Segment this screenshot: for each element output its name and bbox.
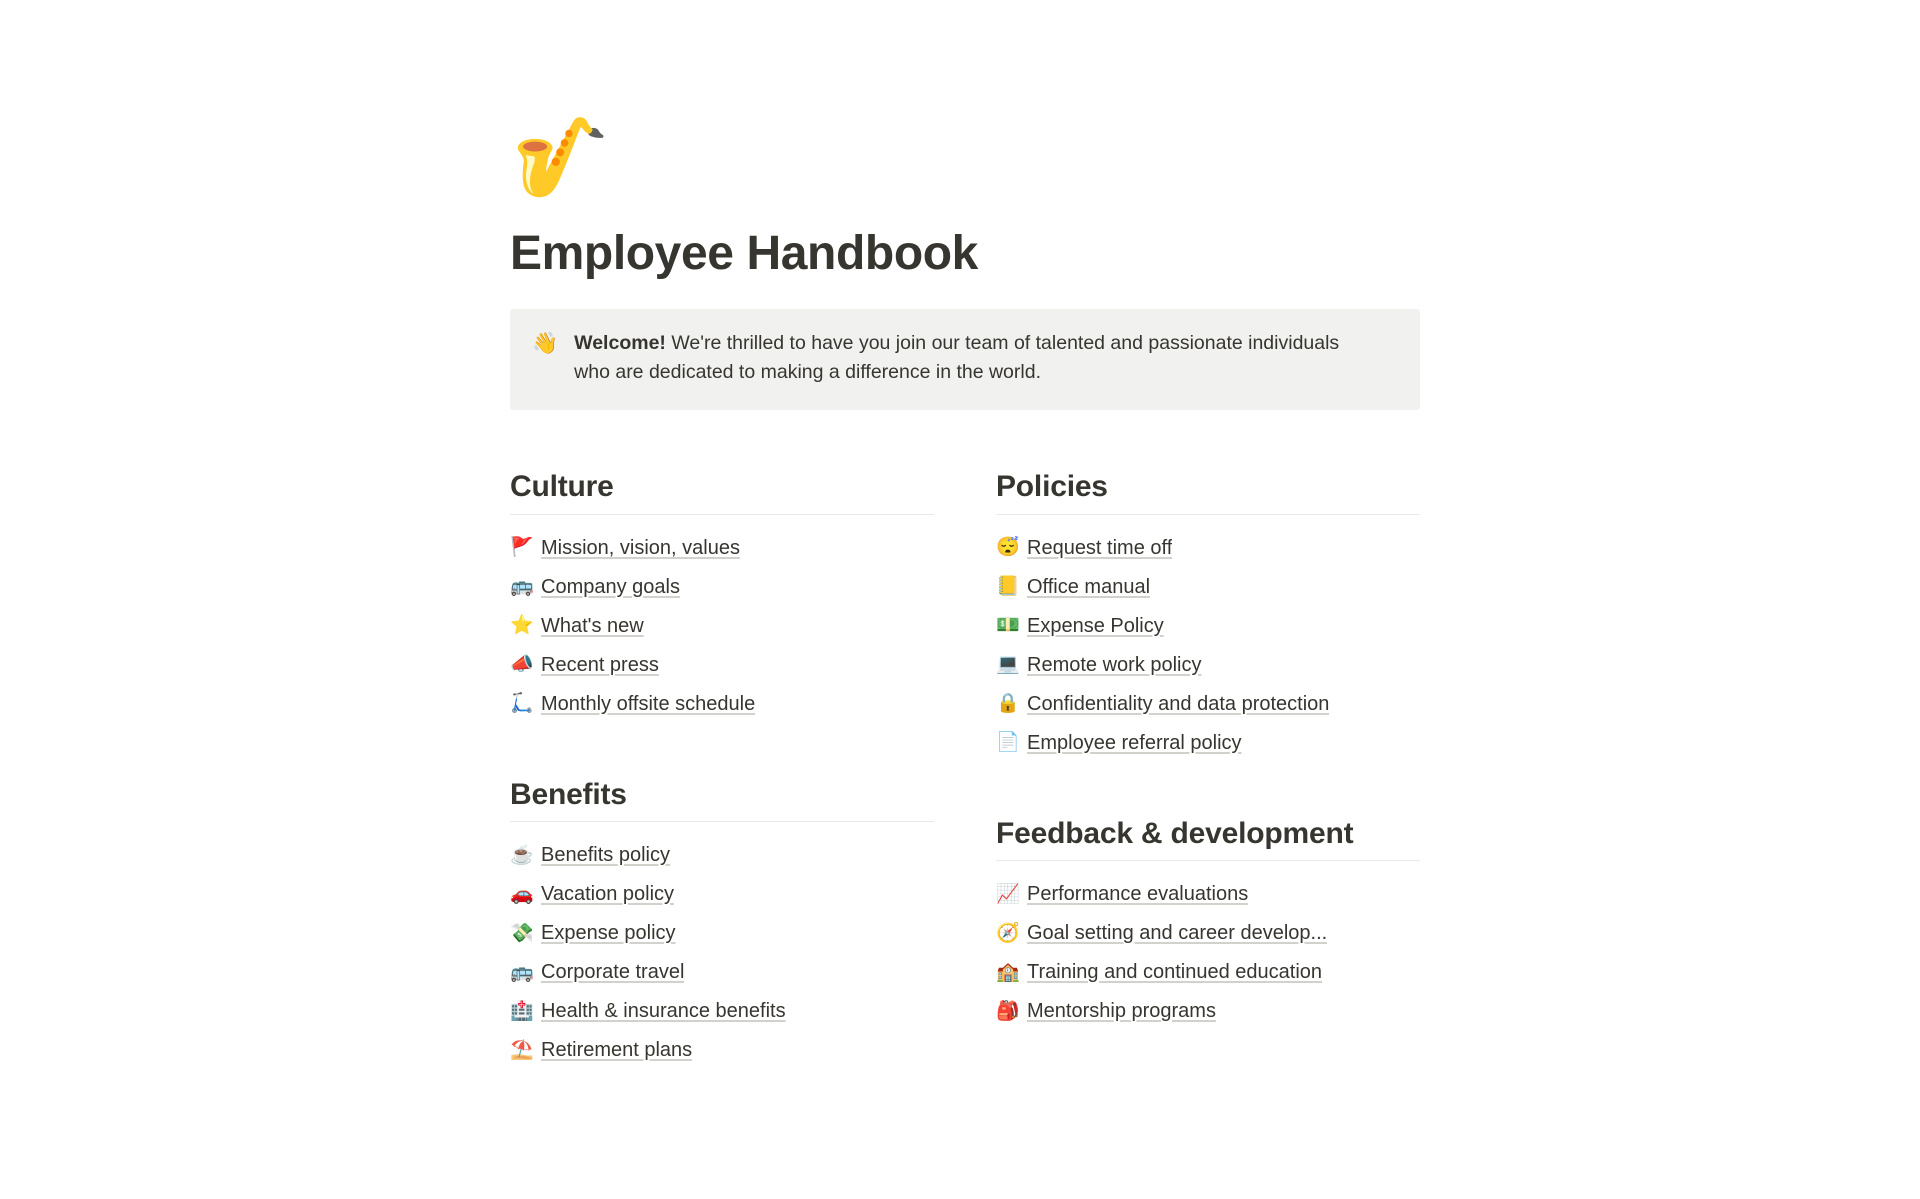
list-item-label[interactable]: Benefits policy — [541, 844, 670, 867]
list-item[interactable] — [510, 568, 934, 607]
divider-feedback — [996, 860, 1420, 861]
list-item-label[interactable]: Training and continued education — [1027, 961, 1323, 984]
link-list-policies — [996, 529, 1420, 763]
notebook-icon: 📒 — [996, 576, 1020, 598]
list-item-label[interactable]: Expense policy — [541, 922, 676, 945]
coffee-icon: ☕ — [510, 844, 534, 866]
sleeping-face-icon: 😴 — [996, 537, 1020, 559]
list-item[interactable] — [510, 992, 934, 1031]
list-item[interactable] — [510, 836, 934, 875]
welcome-callout-body: We're thrilled to have you join our team of talented and passionate individuals who are dedicated to making a difference in the world. — [574, 331, 1340, 384]
list-item[interactable] — [510, 914, 934, 953]
chart-increasing-icon: 📈 — [996, 883, 1020, 905]
list-item-label[interactable]: Performance evaluations — [1027, 883, 1249, 906]
list-item-label[interactable]: Remote work policy — [1027, 653, 1202, 676]
divider-culture — [510, 514, 934, 515]
right-column — [996, 468, 1420, 1031]
left-column — [510, 468, 934, 1070]
welcome-callout — [510, 309, 1420, 410]
beach-umbrella-icon: ⛱️ — [510, 1039, 534, 1061]
page-icon: 📄 — [996, 732, 1020, 754]
list-item-label[interactable]: Confidentiality and data protection — [1027, 692, 1330, 715]
hospital-icon: 🏥 — [510, 1000, 534, 1022]
laptop-icon: 💻 — [996, 654, 1020, 676]
list-item-label[interactable]: Mentorship programs — [1027, 1000, 1216, 1023]
welcome-callout-bold: Welcome! — [574, 331, 666, 354]
lock-icon: 🔒 — [996, 693, 1020, 715]
compass-icon: 🧭 — [996, 922, 1020, 944]
list-item[interactable] — [996, 875, 1420, 914]
list-item[interactable] — [510, 875, 934, 914]
list-item[interactable] — [510, 1031, 934, 1070]
waving-hand-emoji: 👋 — [532, 331, 559, 355]
list-item[interactable] — [996, 953, 1420, 992]
backpack-icon: 🎒 — [996, 1000, 1020, 1022]
list-item[interactable] — [996, 992, 1420, 1031]
megaphone-icon: 📣 — [510, 654, 534, 676]
divider-policies — [996, 514, 1420, 515]
document-content — [510, 113, 1420, 1070]
link-list-feedback — [996, 875, 1420, 1031]
list-item-label[interactable]: Vacation policy — [541, 883, 675, 906]
section-heading-benefits: Benefits — [510, 777, 627, 811]
list-item[interactable] — [510, 646, 934, 685]
section-heading-feedback-development: Feedback & development — [996, 816, 1354, 850]
list-item[interactable] — [510, 685, 934, 724]
list-item[interactable] — [996, 646, 1420, 685]
list-item[interactable] — [996, 568, 1420, 607]
school-icon: 🏫 — [996, 961, 1020, 983]
section-heading-policies: Policies — [996, 470, 1108, 504]
money-with-wings-icon: 💸 — [510, 922, 534, 944]
list-item-label[interactable]: Office manual — [1027, 575, 1151, 598]
star-icon: ⭐ — [510, 615, 534, 637]
scooter-icon: 🛴 — [510, 693, 534, 715]
link-columns — [510, 468, 1420, 1070]
section-heading-culture: Culture — [510, 470, 614, 504]
list-item-label[interactable]: Request time off — [1027, 536, 1173, 559]
list-item[interactable] — [510, 953, 934, 992]
list-item[interactable] — [996, 914, 1420, 953]
bus-icon: 🚌 — [510, 576, 534, 598]
link-list-benefits — [510, 836, 934, 1070]
saxophone-emoji: 🎷 — [512, 113, 610, 201]
list-item[interactable] — [996, 529, 1420, 568]
welcome-callout-text — [574, 329, 1364, 388]
triangular-flag-icon: 🚩 — [510, 537, 534, 559]
link-list-culture — [510, 529, 934, 724]
list-item[interactable] — [996, 607, 1420, 646]
list-item-label[interactable]: Monthly offsite schedule — [541, 692, 756, 715]
page-title: Employee Handbook — [510, 227, 978, 280]
bus-icon: 🚌 — [510, 961, 534, 983]
list-item-label[interactable]: Goal setting and career develop... — [1027, 922, 1328, 945]
list-item-label[interactable]: Corporate travel — [541, 961, 685, 984]
list-item-label[interactable]: Recent press — [541, 653, 659, 676]
banknote-icon: 💵 — [996, 615, 1020, 637]
list-item-label[interactable]: Employee referral policy — [1027, 731, 1242, 754]
list-item-label[interactable]: Health & insurance benefits — [541, 1000, 786, 1023]
list-item-label[interactable]: Expense Policy — [1027, 614, 1164, 637]
list-item-label[interactable]: Mission, vision, values — [541, 536, 740, 559]
list-item[interactable] — [996, 724, 1420, 763]
divider-benefits — [510, 821, 934, 822]
list-item-label[interactable]: Retirement plans — [541, 1039, 693, 1062]
list-item[interactable] — [996, 685, 1420, 724]
list-item-label[interactable]: What's new — [541, 614, 644, 637]
list-item-label[interactable]: Company goals — [541, 575, 680, 598]
list-item[interactable] — [510, 529, 934, 568]
car-icon: 🚗 — [510, 883, 534, 905]
list-item[interactable] — [510, 607, 934, 646]
